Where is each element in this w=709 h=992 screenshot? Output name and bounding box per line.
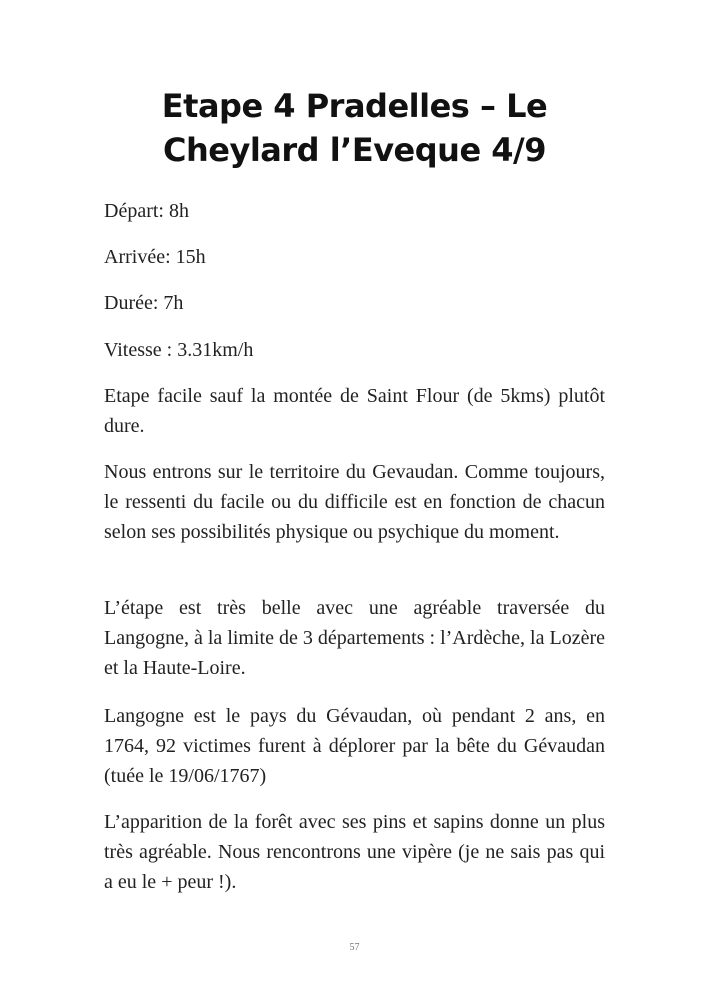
page-number: 57: [349, 942, 360, 953]
arrivee-line: Arrivée: 15h: [104, 246, 206, 268]
paragraph: Etape facile sauf la montée de Saint Flour (de 5kms) plutôt dure.: [104, 385, 605, 437]
paragraph: Nous entrons sur le territoire du Gevaudan. Comme toujours, le ressenti du facile ou du difficile est en fonction de chacun selon ses possibilités physique ou psychique du moment.: [104, 461, 605, 543]
depart-line: Départ: 8h: [104, 200, 189, 222]
paragraph: L’apparition de la forêt avec ses pins et sapins donne un plus très agréable. Nous rencontrons une vipère (je ne sais pas qui a eu le + peur !).: [104, 811, 605, 893]
duree-line: Durée: 7h: [104, 292, 184, 314]
paragraph: Langogne est le pays du Gévaudan, où pendant 2 ans, en 1764, 92 victimes furent à déplorer par la bête du Gévaudan (tuée le 19/06/1767): [104, 705, 605, 787]
page-title: Etape 4 Pradelles – Le Cheylard l’Eveque 4/9: [161, 87, 548, 169]
vitesse-line: Vitesse : 3.31km/h: [104, 339, 254, 361]
paragraph: L’étape est très belle avec une agréable traversée du Langogne, à la limite de 3 départements : l’Ardèche, la Lozère et la Haute-Loire.: [104, 597, 605, 679]
